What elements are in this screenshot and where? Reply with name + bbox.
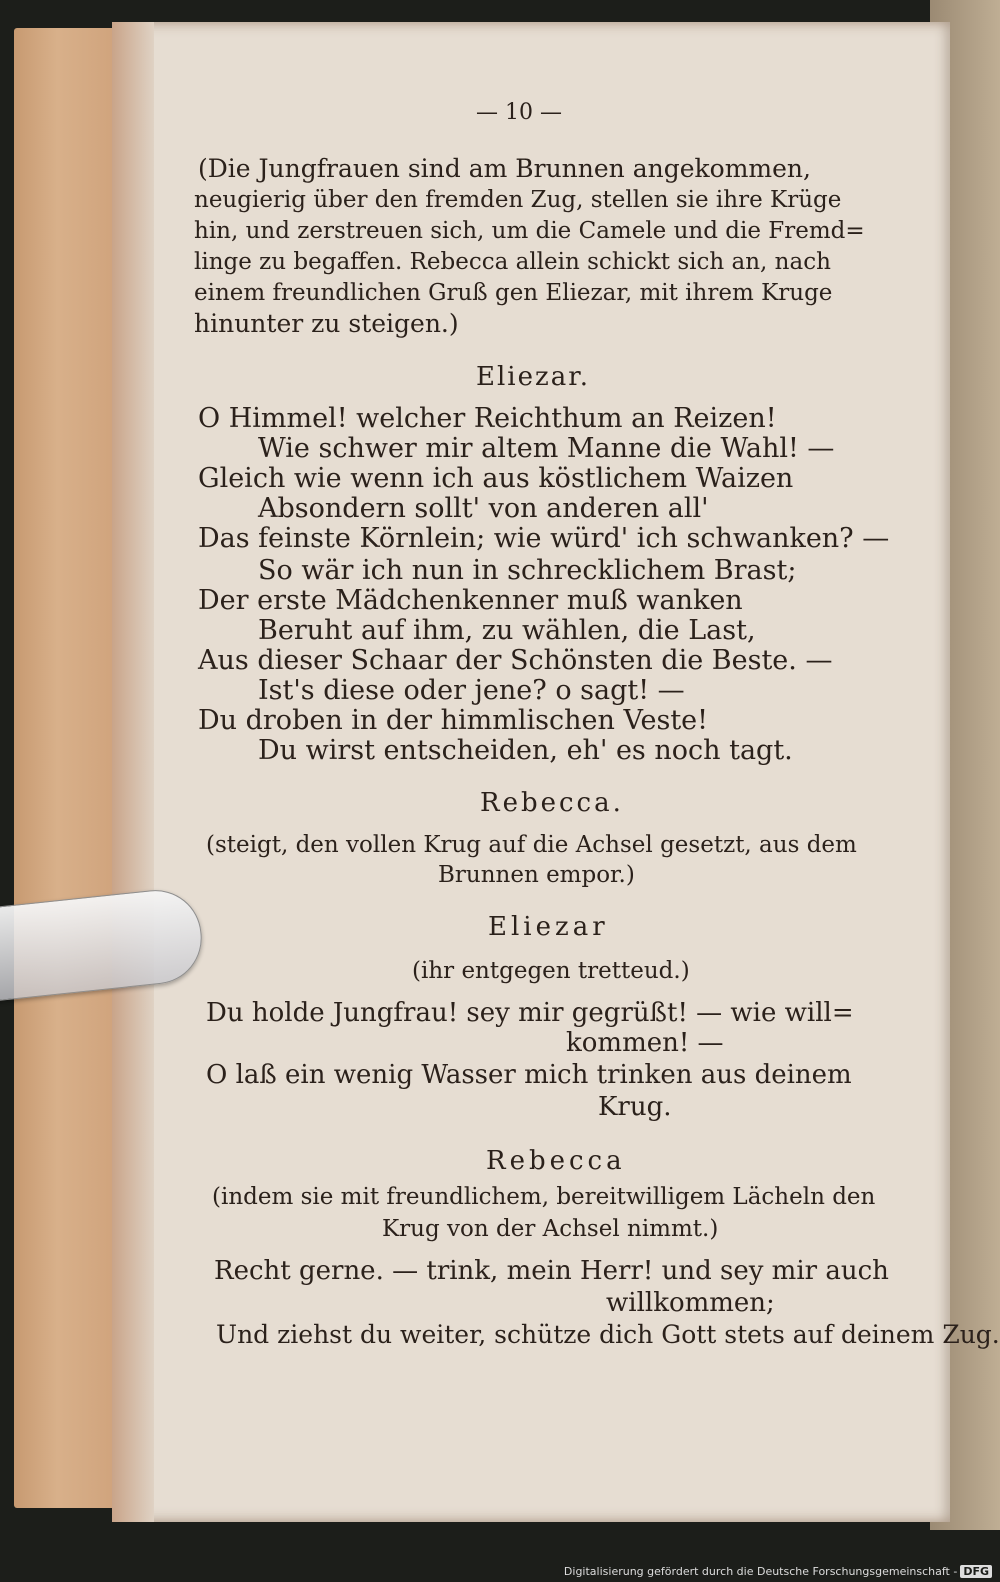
verse-line: O Himmel! welcher Reichthum an Reizen! xyxy=(198,403,777,434)
text-line: Brunnen empor.) xyxy=(438,862,635,888)
digitization-footer xyxy=(564,1565,992,1578)
page-number: — 10 — xyxy=(476,100,562,125)
dfg-logo: DFG xyxy=(960,1565,992,1578)
text-line: neugierig über den fremden Zug, stellen sie ihre Krüge xyxy=(194,187,842,213)
verse-line: Der erste Mädchenkenner muß wanken xyxy=(198,585,743,616)
verse-line: Und ziehst du weiter, schütze dich Gott stets auf deinem Zug. xyxy=(216,1320,1000,1349)
book-cover-edge xyxy=(14,28,122,1508)
verse-line: So wär ich nun in schrecklichem Brast; xyxy=(258,555,797,586)
speaker-name: Eliezar xyxy=(488,912,609,942)
text-line: Krug von der Achsel nimmt.) xyxy=(382,1216,719,1242)
verse-line: Du holde Jungfrau! sey mir gegrüßt! — wie will= xyxy=(206,998,854,1028)
verse-line: Du droben in der himmlischen Veste! xyxy=(198,705,709,736)
verse-line: Absondern sollt' von anderen all' xyxy=(258,493,709,524)
verse-line: kommen! — xyxy=(566,1028,724,1058)
text-line: einem freundlichen Gruß gen Eliezar, mit ihrem Kruge xyxy=(194,280,833,306)
text-line: linge zu begaffen. Rebecca allein schickt sich an, nach xyxy=(194,249,831,275)
page-gutter xyxy=(112,22,154,1522)
verse-line: Ist's diese oder jene? o sagt! — xyxy=(258,675,685,706)
text-line: (ihr entgegen tretteud.) xyxy=(412,958,690,984)
verse-line: Recht gerne. — trink, mein Herr! und sey mir auch xyxy=(214,1256,889,1286)
speaker-name: Rebecca xyxy=(486,1146,626,1176)
text-line: (indem sie mit freundlichem, bereitwilligem Lächeln den xyxy=(212,1184,876,1210)
text-line: (steigt, den vollen Krug auf die Achsel gesetzt, aus dem xyxy=(206,832,857,858)
verse-line: Beruht auf ihm, zu wählen, die Last, xyxy=(258,615,756,646)
verse-line: Gleich wie wenn ich aus köstlichem Waizen xyxy=(198,463,794,494)
speaker-name: Eliezar. xyxy=(476,362,591,392)
text-line: (Die Jungfrauen sind am Brunnen angekommen, xyxy=(198,154,811,183)
verse-line: Wie schwer mir altem Manne die Wahl! — xyxy=(258,433,835,464)
verse-line: Krug. xyxy=(598,1092,672,1122)
verse-line: willkommen; xyxy=(606,1288,775,1318)
verse-line: O laß ein wenig Wasser mich trinken aus deinem xyxy=(206,1060,852,1090)
verse-line: Du wirst entscheiden, eh' es noch tagt. xyxy=(258,735,793,766)
verse-line: Aus dieser Schaar der Schönsten die Beste. — xyxy=(198,645,833,676)
text-line: hin, und zerstreuen sich, um die Camele und die Fremd= xyxy=(194,218,865,244)
text-line: hinunter zu steigen.) xyxy=(194,309,459,338)
speaker-name: Rebecca. xyxy=(480,788,624,818)
footer-text: Digitalisierung gefördert durch die Deutsche Forschungsgemeinschaft - xyxy=(563,1565,958,1578)
verse-line: Das feinste Körnlein; wie würd' ich schwanken? — xyxy=(198,523,890,554)
